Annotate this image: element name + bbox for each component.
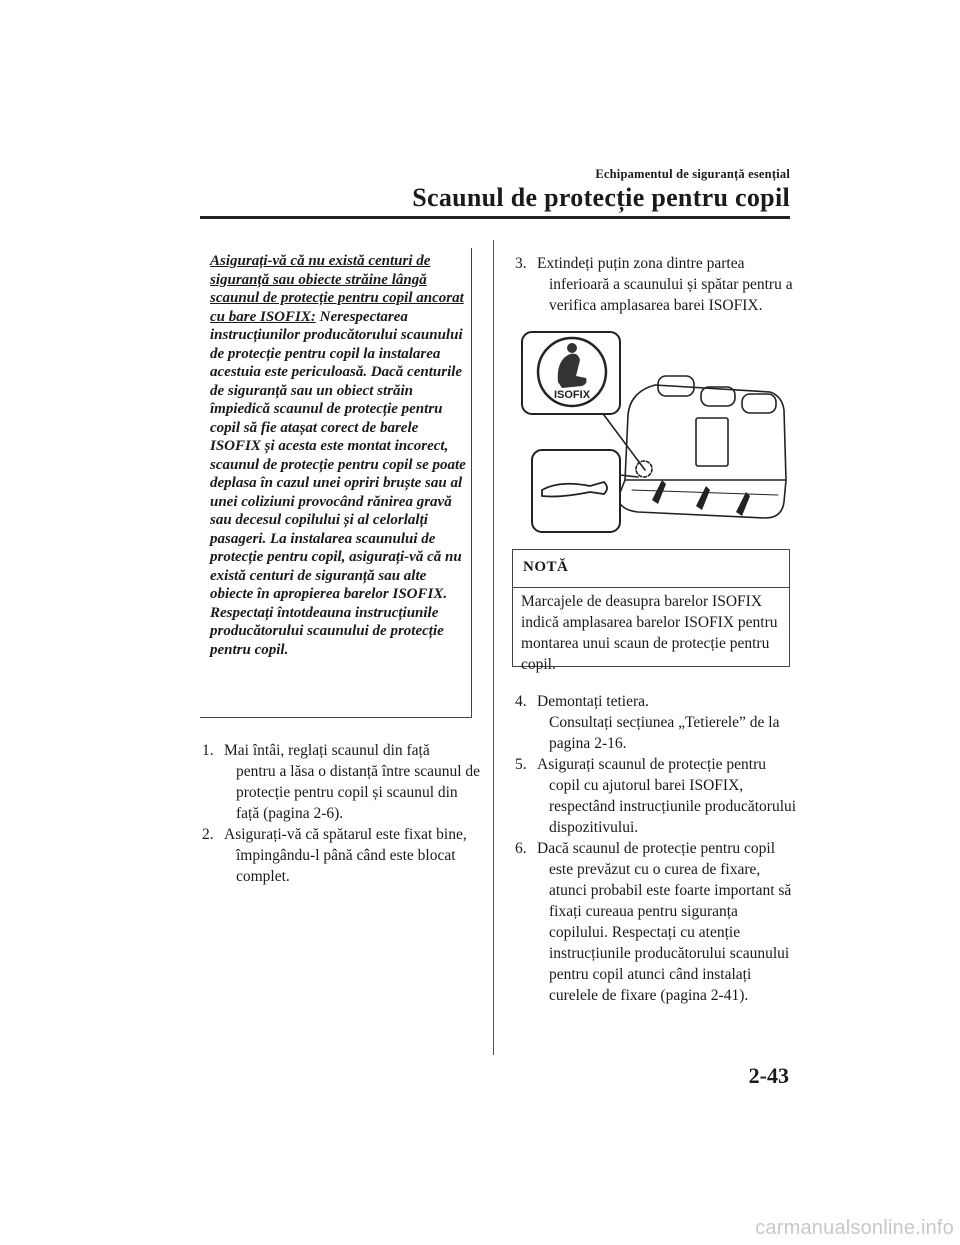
arrow-marker xyxy=(736,492,750,516)
step-text: Demontați tetiera. xyxy=(537,693,649,710)
isofix-illustration xyxy=(520,330,790,535)
page-title: Scaunul de protecție pentru copil xyxy=(412,183,790,212)
arrow-markers xyxy=(652,480,750,516)
step-item xyxy=(202,740,482,824)
step-item xyxy=(515,253,795,316)
column-divider xyxy=(493,240,494,1055)
warning-box xyxy=(200,248,472,718)
arrow-marker xyxy=(696,486,710,510)
step-number: 2. xyxy=(202,826,214,843)
note-heading: NOTĂ xyxy=(523,559,569,575)
step-item xyxy=(202,824,482,887)
steps-list-left xyxy=(202,740,482,887)
step-text: Asigurați scaunul de protecție pentru xyxy=(537,756,766,773)
step-text: Mai întâi, reglați scaunul din față xyxy=(224,742,430,759)
note-box xyxy=(512,549,790,673)
child-head-icon xyxy=(567,343,577,353)
callout-line-bottom xyxy=(620,475,638,477)
step-number: 1. xyxy=(202,742,214,759)
armrest-panel xyxy=(696,418,728,466)
header-rule xyxy=(200,216,790,219)
step-item xyxy=(515,754,800,838)
step-text: Dacă scaunul de protecție pentru copil xyxy=(537,840,775,857)
section-header: Echipamentul de siguranță esențial xyxy=(595,167,790,181)
isofix-icon-label: ISOFIX xyxy=(553,389,591,401)
page-number: 2-43 xyxy=(748,1063,789,1088)
step-text: Extindeți puțin zona dintre partea xyxy=(537,255,745,272)
headrest-right xyxy=(742,394,776,413)
warning-text xyxy=(210,252,468,659)
steps-list-right-top xyxy=(515,253,795,316)
step-number: 3. xyxy=(515,255,527,272)
step-item xyxy=(515,691,800,754)
note-divider xyxy=(513,587,789,588)
warning-heading: Asigurați-vă că nu există centuri de siguranță sau obiecte străine lângă scaunul de protecție pentru copil ancorat cu bare ISOFIX: xyxy=(210,253,464,325)
step-text-continued: împingându-l până când este blocat complet. xyxy=(236,847,456,885)
step-text: Asigurați-vă că spătarul este fixat bine, xyxy=(224,826,467,843)
steps-list-right-bottom xyxy=(515,691,800,1006)
step-number: 5. xyxy=(515,756,527,773)
warning-body: Nerespectarea instrucțiunilor producătorului scaunului de protecție pentru copil la instalarea acestuia este periculoasă. Dacă centurile de siguranță sau un obiect străin împiedică scaunul de protecție pentru copil să fie atașat corect de barele ISOFIX și acesta este montat incorect, scaunul de protecție pentru copil se poate deplasa în cazul unei opriri bruște sau al unei coliziuni provocând rănirea gravă sau decesul copilului și al celorlalți pasageri. La instalarea scaunului de protecție pentru copil, asigurați-vă că nu există centuri de siguranță sau alte obiecte în apropierea barelor ISOFIX. Respectați întotdeauna instrucțiunile producătorului scaunului de protecție pentru copil. xyxy=(210,308,466,658)
step-item xyxy=(515,838,800,1006)
step-text-continued: pentru a lăsa o distanță între scaunul de protecție pentru copil și scaunul din față (pagina 2-6). xyxy=(236,763,481,822)
step-text-continued: copil cu ajutorul barei ISOFIX, respectând instrucțiunile producătorului dispozitivului. xyxy=(549,777,797,836)
callout-isofix-icon xyxy=(522,332,620,414)
step-number: 6. xyxy=(515,840,527,857)
step-text-continued: inferioară a scaunului și spătar pentru a verifica amplasarea barei ISOFIX. xyxy=(549,276,793,314)
watermark[interactable]: carmanualsonline.info xyxy=(755,1217,954,1239)
step-text-continued: Consultați secțiunea „Tetierele” de la pagina 2-16. xyxy=(549,714,780,752)
note-body: Marcajele de deasupra barelor ISOFIX indică amplasarea barelor ISOFIX pentru montarea unui scaun de protecție pentru copil. xyxy=(521,593,778,673)
step-number: 4. xyxy=(515,693,527,710)
callout-isofix-bar xyxy=(532,450,620,532)
arrow-marker xyxy=(652,480,666,504)
step-text-continued: este prevăzut cu o curea de fixare, atunci probabil este foarte important să fixați cureaua pentru siguranța copilului. Respectați cu atenție instrucțiunile producătorului scaunului pentru copil atunci când instalați curelele de fixare (pagina 2-41). xyxy=(549,861,792,1004)
